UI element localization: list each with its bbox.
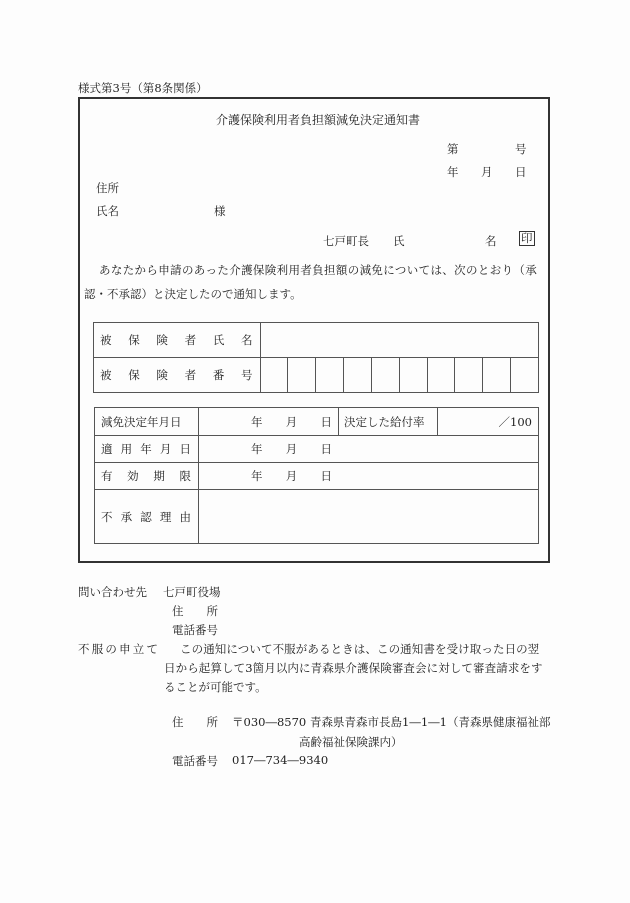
insured-number-label bbox=[94, 358, 261, 393]
doc-no-suffix: 号 bbox=[515, 142, 527, 156]
label-char: 由 bbox=[179, 509, 191, 524]
table-row-insured-name bbox=[94, 323, 539, 358]
decision-date-label: 減免決定年月日 bbox=[95, 408, 199, 436]
label-char: 効 bbox=[127, 469, 139, 483]
label-char: 適 bbox=[101, 442, 113, 456]
label-char: 承 bbox=[120, 509, 133, 524]
decision-table bbox=[94, 407, 539, 544]
label-char: 用 bbox=[120, 442, 133, 456]
ymd-day: 日 bbox=[320, 414, 332, 429]
issuer-title: 七戸町長 bbox=[323, 234, 369, 248]
review-address-line1: 青森県青森市長島1―1―1（青森県健康福祉部 bbox=[310, 715, 551, 729]
insured-number-digit-box[interactable] bbox=[483, 358, 511, 393]
label-char: 限 bbox=[179, 469, 191, 483]
contact-phone-label: 電話番号 bbox=[172, 623, 218, 637]
ymd-month: 月 bbox=[285, 442, 298, 456]
insured-number-digit-box[interactable] bbox=[371, 358, 399, 393]
label-char: 保 bbox=[128, 368, 140, 382]
body-text-line2: 認・不承認）と決定したので通知します。 bbox=[84, 287, 302, 301]
body-text-line1: あなたから申請のあった介護保険利用者負担額の減免については、次のとおり（承 bbox=[99, 263, 538, 277]
seal-mark bbox=[519, 231, 535, 246]
insured-number-digit-box[interactable] bbox=[260, 358, 288, 393]
label-char: 保 bbox=[128, 333, 140, 347]
table-row-decision-date bbox=[95, 408, 539, 436]
appeal-text-line2: 日から起算して3箇月以内に青森県介護保険審査会に対して審査請求をす bbox=[164, 661, 543, 675]
ymd-month: 月 bbox=[285, 414, 298, 429]
table-row-insured-number bbox=[94, 358, 539, 393]
insured-name-label bbox=[94, 323, 261, 358]
appeal-text-line1: この通知について不服があるときは、この通知書を受け取った日の翌 bbox=[180, 642, 540, 656]
contact-office: 七戸町役場 bbox=[163, 585, 221, 599]
benefit-rate-field[interactable]: ／100 bbox=[438, 408, 539, 436]
label-char: 月 bbox=[159, 442, 172, 456]
label-char: 被 bbox=[100, 333, 112, 347]
ymd-year: 年 bbox=[251, 414, 263, 429]
benefit-rate-label: 決定した給付率 bbox=[339, 408, 438, 436]
form-number: 様式第3号（第8条関係） bbox=[78, 81, 208, 95]
seal-text: 印 bbox=[521, 231, 533, 245]
issuer-mei: 名 bbox=[485, 234, 497, 248]
appeal-text-line3: ることが可能です。 bbox=[164, 680, 267, 694]
valid-period-label bbox=[95, 463, 199, 490]
label-char: 年 bbox=[140, 442, 152, 456]
application-date-label bbox=[95, 436, 199, 463]
label-char: て bbox=[146, 642, 158, 656]
ymd-year: 年 bbox=[251, 469, 263, 483]
table-row-valid-period bbox=[95, 463, 539, 490]
valid-period-field[interactable] bbox=[199, 463, 539, 490]
label-char: 険 bbox=[156, 368, 168, 382]
review-phone-number: 017―734―9340 bbox=[232, 753, 329, 767]
review-postal-code: 〒030―8570 bbox=[232, 715, 307, 729]
recipient-name-label: 氏名 bbox=[96, 204, 119, 218]
table-row-rejection-reason bbox=[95, 490, 539, 544]
label-char: 険 bbox=[156, 333, 168, 347]
contact-label: 問い合わせ先 bbox=[78, 585, 147, 599]
insured-name-field[interactable] bbox=[260, 323, 538, 358]
label-char: 日 bbox=[179, 442, 191, 456]
label-char: 立 bbox=[132, 642, 145, 656]
decision-date-field[interactable] bbox=[199, 408, 339, 436]
insured-number-digit-box[interactable] bbox=[316, 358, 344, 393]
label-char: 期 bbox=[153, 469, 165, 483]
date-year: 年 bbox=[447, 165, 459, 179]
rejection-reason-field[interactable] bbox=[199, 490, 539, 544]
label-char: 服 bbox=[91, 642, 104, 656]
date-day: 日 bbox=[515, 165, 527, 179]
label-char: 申 bbox=[119, 642, 131, 656]
label-char: 者 bbox=[184, 368, 197, 382]
insured-info-table bbox=[93, 322, 539, 393]
label-char: 不 bbox=[101, 509, 113, 524]
ymd-day: 日 bbox=[320, 442, 332, 456]
ymd-year: 年 bbox=[251, 442, 263, 456]
insured-number-digit-box[interactable] bbox=[455, 358, 483, 393]
insured-number-digit-box[interactable] bbox=[511, 358, 539, 393]
label-char: 不 bbox=[78, 642, 90, 656]
document-title: 介護保険利用者負担額減免決定通知書 bbox=[216, 113, 421, 127]
recipient-honorific: 様 bbox=[214, 204, 226, 218]
label-char: 番 bbox=[212, 368, 225, 382]
insured-number-digit-box[interactable] bbox=[399, 358, 427, 393]
label-char: 名 bbox=[241, 333, 253, 347]
rejection-reason-label bbox=[95, 490, 199, 544]
label-char: 認 bbox=[140, 509, 152, 524]
label-char: 号 bbox=[241, 368, 253, 382]
appeal-label bbox=[78, 641, 158, 657]
review-address-line2: 高齢福祉保険課内） bbox=[299, 735, 403, 749]
issuer-shi: 氏 bbox=[393, 234, 405, 248]
recipient-address-label: 住所 bbox=[96, 181, 119, 195]
doc-no-prefix: 第 bbox=[447, 142, 459, 156]
insured-number-digit-box[interactable] bbox=[344, 358, 372, 393]
ymd-day: 日 bbox=[320, 469, 332, 483]
contact-address-label: 住 所 bbox=[172, 604, 218, 618]
application-date-field[interactable] bbox=[199, 436, 539, 463]
label-char: 氏 bbox=[212, 333, 225, 347]
label-char: 理 bbox=[159, 509, 172, 524]
label-char: 有 bbox=[101, 469, 113, 483]
review-address-label: 住 所 bbox=[172, 715, 218, 729]
ymd-month: 月 bbox=[285, 469, 298, 483]
label-char: 被 bbox=[100, 368, 112, 382]
date-month: 月 bbox=[481, 165, 493, 179]
insured-number-digit-box[interactable] bbox=[427, 358, 455, 393]
insured-number-digit-box[interactable] bbox=[288, 358, 316, 393]
table-row-application-date bbox=[95, 436, 539, 463]
label-char: 者 bbox=[184, 333, 197, 347]
label-char: の bbox=[105, 642, 117, 656]
review-phone-label: 電話番号 bbox=[172, 754, 218, 768]
